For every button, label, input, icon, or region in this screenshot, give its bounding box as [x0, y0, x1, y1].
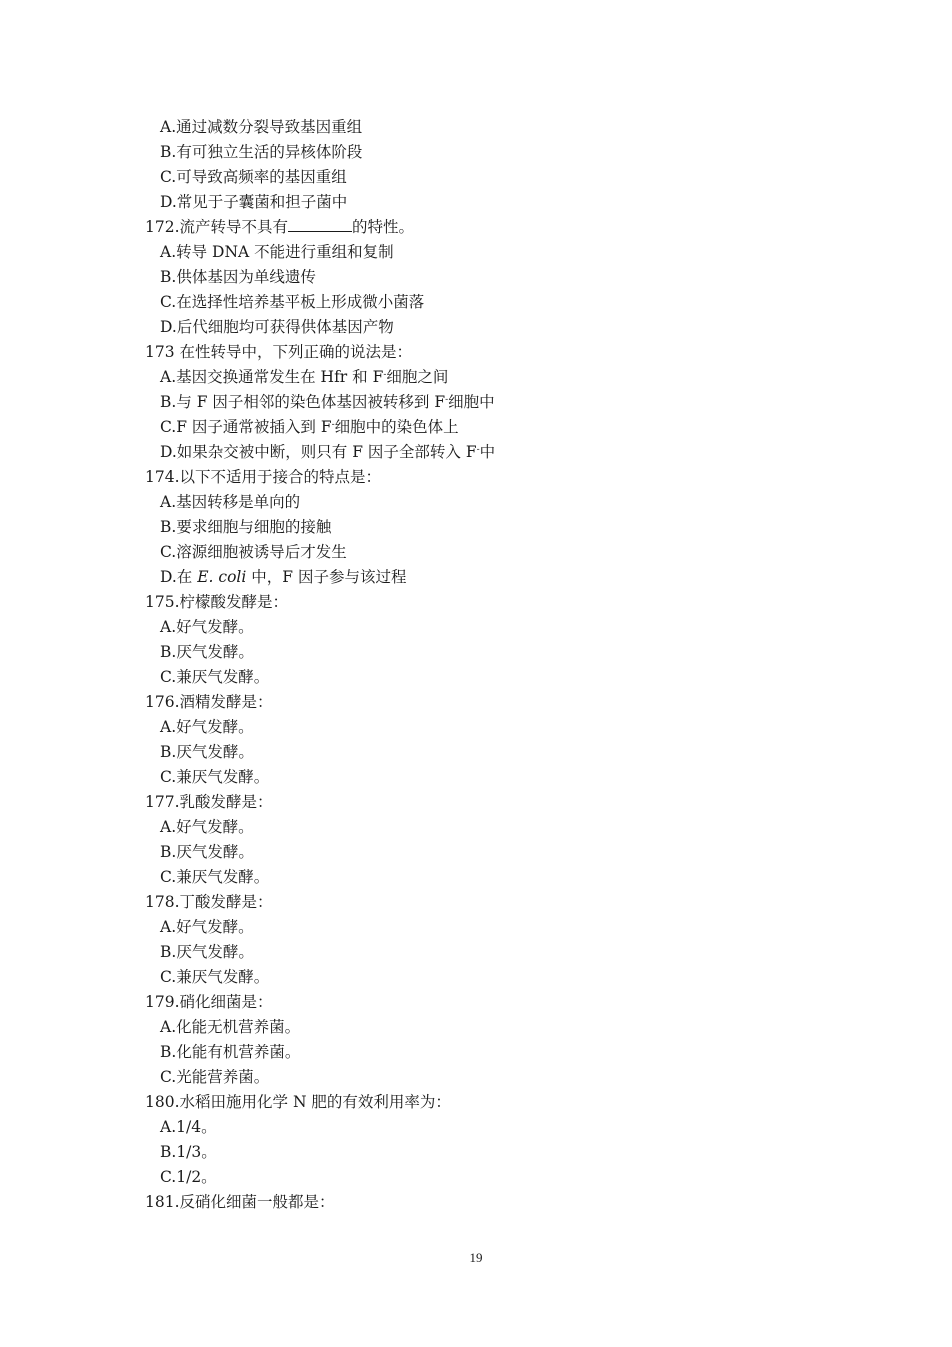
line-text: B.厌气发酵。: [160, 843, 254, 861]
answer-option: [145, 965, 845, 990]
line-text: B.厌气发酵。: [160, 743, 254, 761]
answer-option: [145, 640, 845, 665]
line-text: C.兼厌气发酵。: [160, 768, 270, 786]
line-text: C.兼厌气发酵。: [160, 968, 270, 986]
answer-option: [145, 190, 845, 215]
line-text-tail: 细胞之间: [386, 368, 449, 386]
superscript: -: [445, 395, 449, 405]
line-text: A.化能无机营养菌。: [160, 1018, 301, 1036]
question-list: [145, 115, 845, 1215]
line-text: 178.丁酸发酵是：: [145, 893, 273, 911]
answer-option: [145, 290, 845, 315]
superscript: -: [331, 420, 335, 430]
line-text: B.厌气发酵。: [160, 643, 254, 661]
italic-term: E. coli: [197, 568, 247, 586]
answer-option: [145, 840, 845, 865]
answer-option: [145, 115, 845, 140]
line-text: C.溶源细胞被诱导后才发生: [160, 543, 347, 561]
answer-option: [145, 1015, 845, 1040]
line-text: B.要求细胞与细胞的接触: [160, 518, 332, 536]
question-stem: [145, 690, 845, 715]
line-text: 180.水稻田施用化学 N 肥的有效利用率为：: [145, 1093, 451, 1111]
question-stem: [145, 990, 845, 1015]
question-stem: [145, 590, 845, 615]
answer-option: [145, 615, 845, 640]
line-text: C.F 因子通常被插入到 F: [160, 418, 332, 436]
question-stem: [145, 340, 845, 365]
answer-option: [145, 915, 845, 940]
line-text: 181.反硝化细菌一般都是：: [145, 1193, 335, 1211]
answer-option: [145, 540, 845, 565]
answer-option: [145, 1115, 845, 1140]
answer-option: [145, 1065, 845, 1090]
answer-option: [145, 140, 845, 165]
question-stem: [145, 1090, 845, 1115]
answer-option: [145, 865, 845, 890]
line-text: C.兼厌气发酵。: [160, 868, 270, 886]
question-stem: [145, 465, 845, 490]
line-text: D.在: [160, 568, 198, 586]
superscript: -: [383, 370, 387, 380]
question-stem: [145, 215, 845, 240]
line-text: D.后代细胞均可获得供体基因产物: [160, 318, 394, 336]
question-stem: [145, 1190, 845, 1215]
fill-in-blank: [288, 217, 352, 232]
answer-option: [145, 1140, 845, 1165]
line-text: 179.硝化细菌是：: [145, 993, 273, 1011]
line-text-tail: 细胞中的染色体上: [334, 418, 459, 436]
answer-option: [145, 240, 845, 265]
answer-option: [145, 415, 845, 440]
line-text: A.好气发酵。: [160, 718, 254, 736]
line-text: C.兼厌气发酵。: [160, 668, 270, 686]
question-stem: [145, 890, 845, 915]
answer-option: [145, 1040, 845, 1065]
line-text: 177.乳酸发酵是：: [145, 793, 273, 811]
answer-option: [145, 815, 845, 840]
question-stem: [145, 790, 845, 815]
answer-option: [145, 315, 845, 340]
line-text: A.基因交换通常发生在 Hfr 和 F: [160, 368, 384, 386]
answer-option: [145, 740, 845, 765]
line-text: 175.柠檬酸发酵是：: [145, 593, 289, 611]
answer-option: [145, 390, 845, 415]
line-text: B.化能有机营养菌。: [160, 1043, 301, 1061]
line-text: A.通过减数分裂导致基因重组: [160, 118, 363, 136]
answer-option: [145, 440, 845, 465]
line-text-tail: 中: [479, 443, 496, 461]
line-text: B.与 F 因子相邻的染色体基因被转移到 F: [160, 393, 446, 411]
line-text: A.1/4。: [160, 1118, 217, 1136]
line-text: B.有可独立生活的异核体阶段: [160, 143, 363, 161]
answer-option: [145, 715, 845, 740]
line-text: 176.酒精发酵是：: [145, 693, 273, 711]
page-number: 19: [469, 1250, 483, 1265]
answer-option: [145, 565, 845, 590]
line-text: C.光能营养菌。: [160, 1068, 270, 1086]
answer-option: [145, 365, 845, 390]
line-text: 173 在性转导中，下列正确的说法是：: [145, 343, 413, 361]
line-text-tail: 中，F 因子参与该过程: [246, 568, 407, 586]
line-text: C.1/2。: [160, 1168, 217, 1186]
answer-option: [145, 765, 845, 790]
answer-option: [145, 1165, 845, 1190]
answer-option: [145, 490, 845, 515]
answer-option: [145, 165, 845, 190]
answer-option: [145, 665, 845, 690]
superscript: -: [476, 445, 480, 455]
line-text: A.好气发酵。: [160, 818, 254, 836]
line-text-tail: 细胞中: [448, 393, 495, 411]
line-text: C.可导致高频率的基因重组: [160, 168, 347, 186]
line-text: B.1/3。: [160, 1143, 217, 1161]
line-text: B.供体基因为单线遗传: [160, 268, 316, 286]
line-text: C.在选择性培养基平板上形成微小菌落: [160, 293, 425, 311]
line-text: A.基因转移是单向的: [160, 493, 301, 511]
answer-option: [145, 265, 845, 290]
line-text: A.好气发酵。: [160, 918, 254, 936]
answer-option: [145, 515, 845, 540]
line-text: A.转导 DNA 不能进行重组和复制: [160, 243, 394, 261]
line-text: 174.以下不适用于接合的特点是：: [145, 468, 382, 486]
line-text: D.如果杂交被中断，则只有 F 因子全部转入 F: [160, 443, 477, 461]
line-text: B.厌气发酵。: [160, 943, 254, 961]
answer-option: [145, 940, 845, 965]
line-text: D.常见于子囊菌和担子菌中: [160, 193, 348, 211]
line-text-tail: 的特性。: [352, 218, 415, 236]
line-text: 172.流产转导不具有: [145, 218, 289, 236]
line-text: A.好气发酵。: [160, 618, 254, 636]
